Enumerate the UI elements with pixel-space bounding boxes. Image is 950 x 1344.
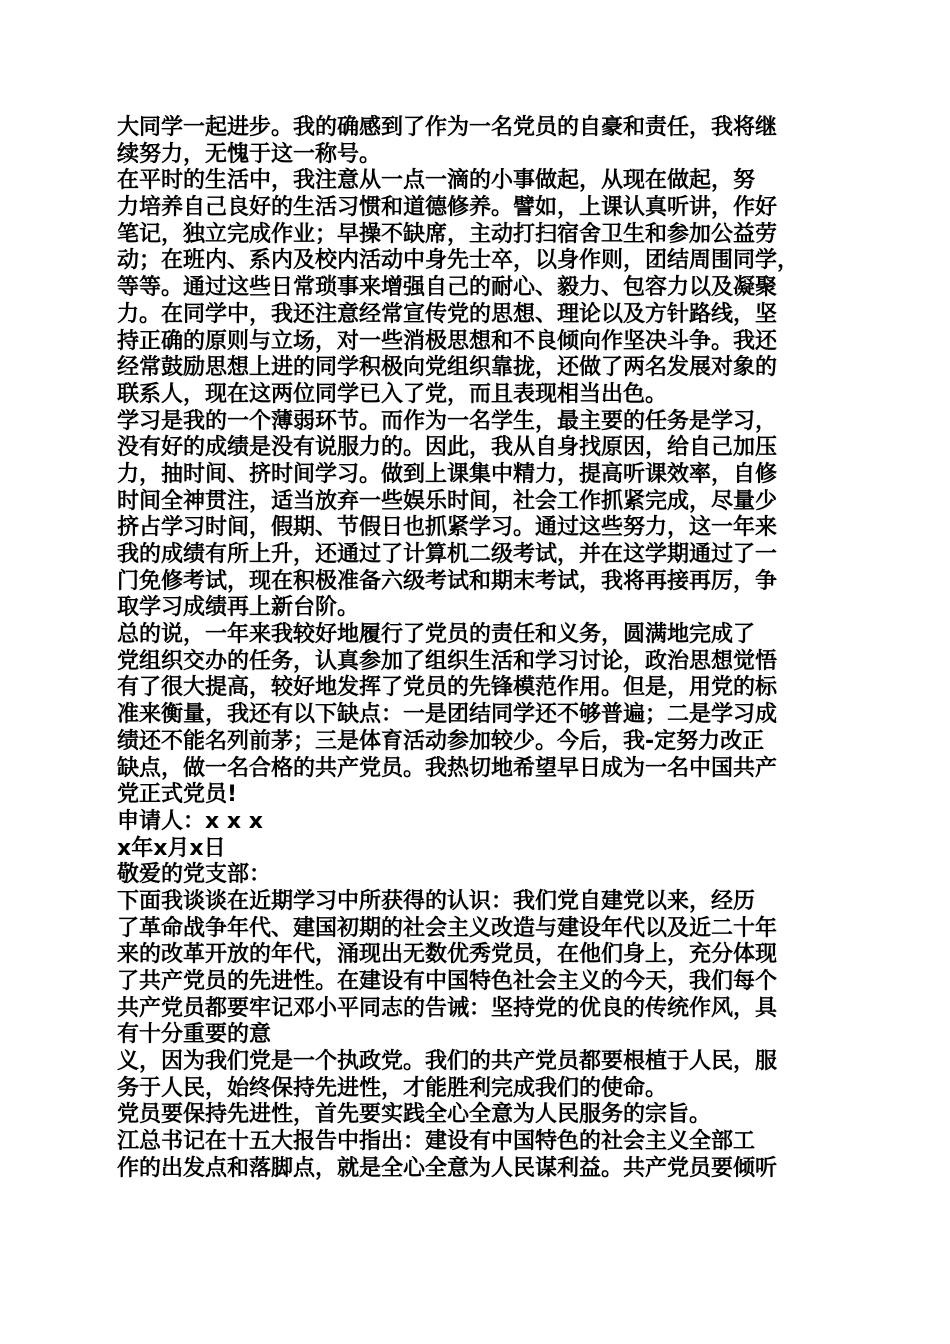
text-line: 绩还不能名列前茅；三是体育活动参加较少。今后，我-定努力改正 — [117, 728, 765, 754]
date-line: x年x月x日 — [117, 835, 226, 861]
document-body — [117, 115, 847, 1183]
text-line: 来的改革开放的年代，涌现出无数优秀党员，在他们身上，充分体现 — [117, 942, 778, 968]
text-line: 共产党员都要牢记邓小平同志的告诫：坚持党的优良的传统作风，具 — [117, 995, 778, 1021]
text-line: 了革命战争年代、建国初期的社会主义改造与建设年代以及近二十年 — [117, 915, 778, 941]
text-line: 缺点，做一名合格的共产党员。我热切地希望早日成为一名中国共产 — [117, 755, 778, 781]
text-line: 力，抽时间、挤时间学习。做到上课集中精力，提高听课效率，自修 — [117, 461, 778, 487]
text-line: 力培养自己良好的生活习惯和道德修养。譬如，上课认真听讲，作好 — [117, 195, 778, 221]
text-line: 我的成绩有所上升，还通过了计算机二级考试，并在这学期通过了一 — [117, 542, 778, 567]
text-line: 准来衡量，我还有以下缺点：一是团结同学还不够普遍；二是学习成 — [117, 702, 778, 728]
salutation-line: 敬爱的党支部： — [117, 862, 272, 888]
text-line: 经常鼓励思想上进的同学积极向党组织靠拢，还做了两名发展对象的 — [117, 355, 778, 381]
text-line: 党正式党员! — [117, 782, 238, 808]
text-line: 续努力，无愧于这一称号。 — [117, 141, 382, 167]
text-line: 动；在班内、系内及校内活动中身先士卒，以身作则，团结周围同学， — [117, 248, 800, 274]
text-line: 没有好的成绩是没有说服力的。因此，我从自身找原因，给自己加压 — [117, 435, 778, 461]
text-line: 笔记，独立完成作业；早操不缺席，主动打扫宿舍卫生和参加公益劳 — [117, 221, 778, 247]
text-line: 时间全神贯注，适当放弃一些娱乐时间，社会工作抓紧完成，尽量少 — [117, 488, 778, 514]
text-line: 挤占学习时间，假期、节假日也抓紧学习。通过这些努力，这一年来 — [117, 515, 778, 541]
text-line: 等等。通过这些日常琐事来增强自己的耐心、毅力、包容力以及凝聚 — [117, 275, 778, 301]
text-line: 了共产党员的先进性。在建设有中国特色社会主义的今天，我们每个 — [117, 969, 778, 994]
text-line: 作的出发点和落脚点，就是全心全意为人民谋利益。共产党员要倾听 — [117, 1155, 778, 1181]
text-line: 在平时的生活中，我注意从一点一滴的小事做起，从现在做起，努 — [117, 168, 756, 194]
text-line: 有了很大提高，较好地发挥了党员的先锋模范作用。但是，用党的标 — [117, 675, 778, 701]
text-line: 党员要保持先进性，首先要实践全心全意为人民服务的宗旨。 — [117, 1102, 712, 1128]
text-line: 有十分重要的意 — [117, 1022, 272, 1048]
text-line: 务于人民，始终保持先进性，才能胜利完成我们的使命。 — [117, 1075, 668, 1101]
text-line: 取学习成绩再上新台阶。 — [117, 595, 360, 621]
applicant-line: 申请人：x x x — [117, 808, 263, 834]
text-line: 江总书记在十五大报告中指出：建设有中国特色的社会主义全部工 — [117, 1129, 756, 1155]
text-line: 学习是我的一个薄弱环节。而作为一名学生，最主要的任务是学习， — [117, 408, 778, 434]
text-line: 持正确的原则与立场，对一些消极思想和不良倾向作坚决斗争。我还 — [117, 328, 778, 354]
text-line: 党组织交办的任务，认真参加了组织生活和学习讨论，政治思想觉悟 — [117, 648, 778, 674]
text-line: 总的说，一年来我较好地履行了党员的责任和义务，圆满地完成了 — [117, 622, 756, 648]
text-line: 大同学一起进步。我的确感到了作为一名党员的自豪和责任，我将继 — [117, 115, 778, 140]
text-line: 力。在同学中，我还注意经常宣传党的思想、理论以及方针路线，坚 — [117, 301, 778, 327]
text-line: 门免修考试，现在积极准备六级考试和期末考试，我将再接再厉，争 — [117, 568, 778, 594]
text-line: 联系人，现在这两位同学已入了党，而且表现相当出色。 — [117, 381, 668, 407]
text-line: 下面我谈谈在近期学习中所获得的认识：我们党自建党以来，经历 — [117, 888, 756, 914]
text-line: 义，因为我们党是一个执政党。我们的共产党员都要根植于人民，服 — [117, 1049, 778, 1075]
